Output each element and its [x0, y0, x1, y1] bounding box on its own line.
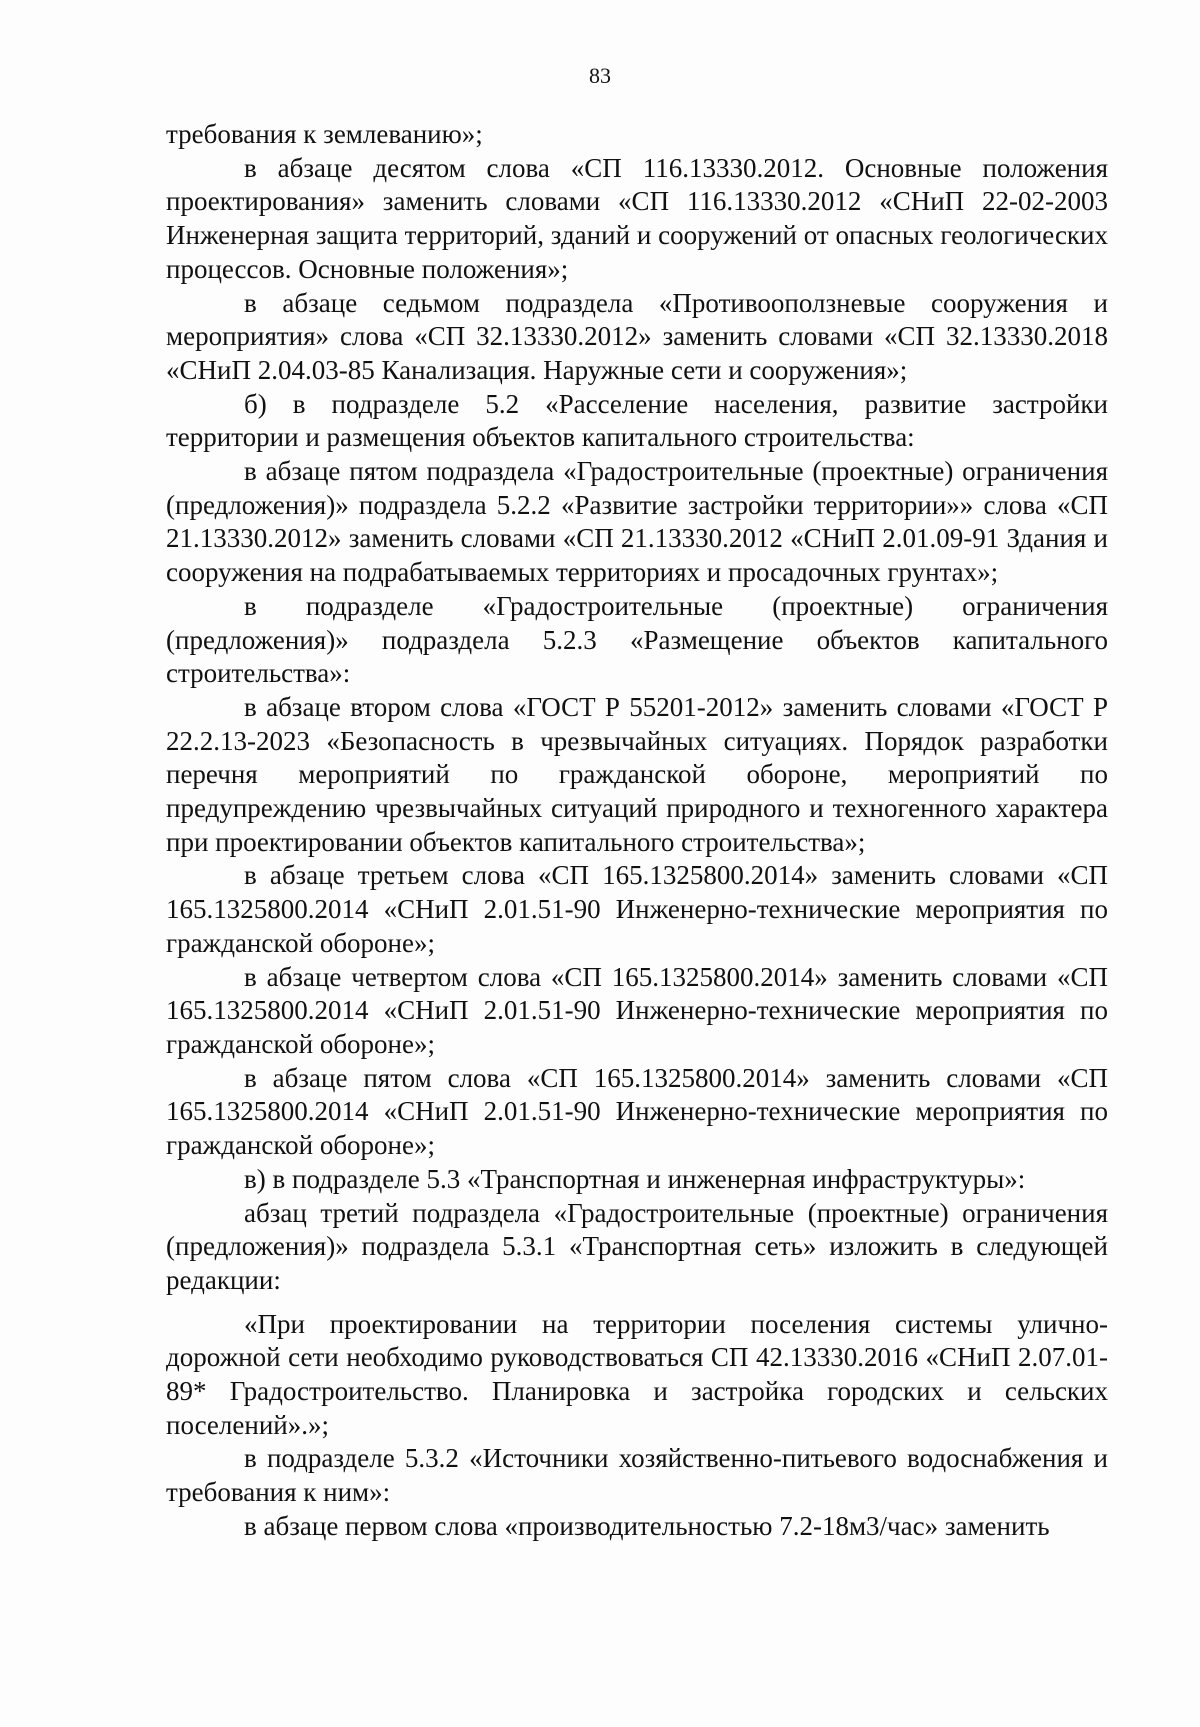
paragraph: в абзаце седьмом подраздела «Противооползневые сооружения и мероприятия» слова «СП 32.13330.2012» заменить словами «СП 32.13330.2018 «СНиП 2.04.03-85 Канализация. Наружные сети и сооружения»;: [166, 287, 1108, 385]
paragraph: в абзаце первом слова «производительностью 7.2-18м3/час» заменить: [244, 1510, 1050, 1541]
page-number: 83: [589, 63, 611, 88]
paragraph: в абзаце четвертом слова «СП 165.1325800.2014» заменить словами «СП 165.1325800.2014 «СНиП 2.01.51-90 Инженерно-технические мероприятия по гражданской обороне»;: [166, 961, 1108, 1059]
paragraph: в абзаце втором слова «ГОСТ Р 55201-2012» заменить словами «ГОСТ Р 22.2.13-2023 «Безопасность в чрезвычайных ситуациях. Порядок разработки перечня мероприятий по гражданской обороне, мероприятий по предупреждению чрезвычайных ситуаций природного и техногенного характера при проектировании объектов капитального строительства»;: [166, 691, 1108, 857]
paragraph: в подразделе 5.3.2 «Источники хозяйственно-питьевого водоснабжения и требования к ним»:: [166, 1443, 1108, 1508]
paragraph: в абзаце пятом слова «СП 165.1325800.2014» заменить словами «СП 165.1325800.2014 «СНиП 2.01.51-90 Инженерно-технические мероприятия по гражданской обороне»;: [166, 1062, 1108, 1161]
paragraph: в подразделе «Градостроительные (проектные) ограничения (предложения)» подраздела 5.2.3 «Размещение объектов капитального строительства»:: [166, 590, 1108, 689]
paragraph: в абзаце пятом подраздела «Градостроительные (проектные) ограничения (предложения)» подраздела 5.2.2 «Развитие застройки территории»» слова «СП 21.13330.2012» заменить словами «СП 21.13330.2012 «СНиП 2.01.09-91 Здания и сооружения на подрабатываемых территориях и просадочных грунтах»;: [166, 456, 1108, 588]
document-body: [166, 118, 1108, 1544]
paragraph: в абзаце третьем слова «СП 165.1325800.2014» заменить словами «СП 165.1325800.2014 «СНиП 2.01.51-90 Инженерно-технические мероприятия по гражданской обороне»;: [166, 860, 1108, 958]
paragraph: в) в подразделе 5.3 «Транспортная и инженерная инфраструктуры»:: [244, 1163, 1026, 1194]
paragraph: в абзаце десятом слова «СП 116.13330.2012. Основные положения проектирования» заменить словами «СП 116.13330.2012 «СНиП 22-02-2003 Инженерная защита территорий, зданий и сооружений от опасных геологических процессов. Основные положения»;: [166, 152, 1108, 284]
paragraph: требования к землеванию»;: [166, 119, 483, 149]
quoted-paragraph: «При проектировании на территории поселения системы улично-дорожной сети необходимо руководствоваться СП 42.13330.2016 «СНиП 2.07.01-89* Градостроительство. Планировка и застройка городских и сельских поселений».»;: [166, 1308, 1108, 1440]
paragraph: абзац третий подраздела «Градостроительные (проектные) ограничения (предложения)» подраздела 5.3.1 «Транспортная сеть» изложить в следующей редакции:: [166, 1197, 1108, 1295]
paragraph: б) в подразделе 5.2 «Расселение населения, развитие застройки территории и размещения объектов капитального строительства:: [166, 388, 1108, 453]
